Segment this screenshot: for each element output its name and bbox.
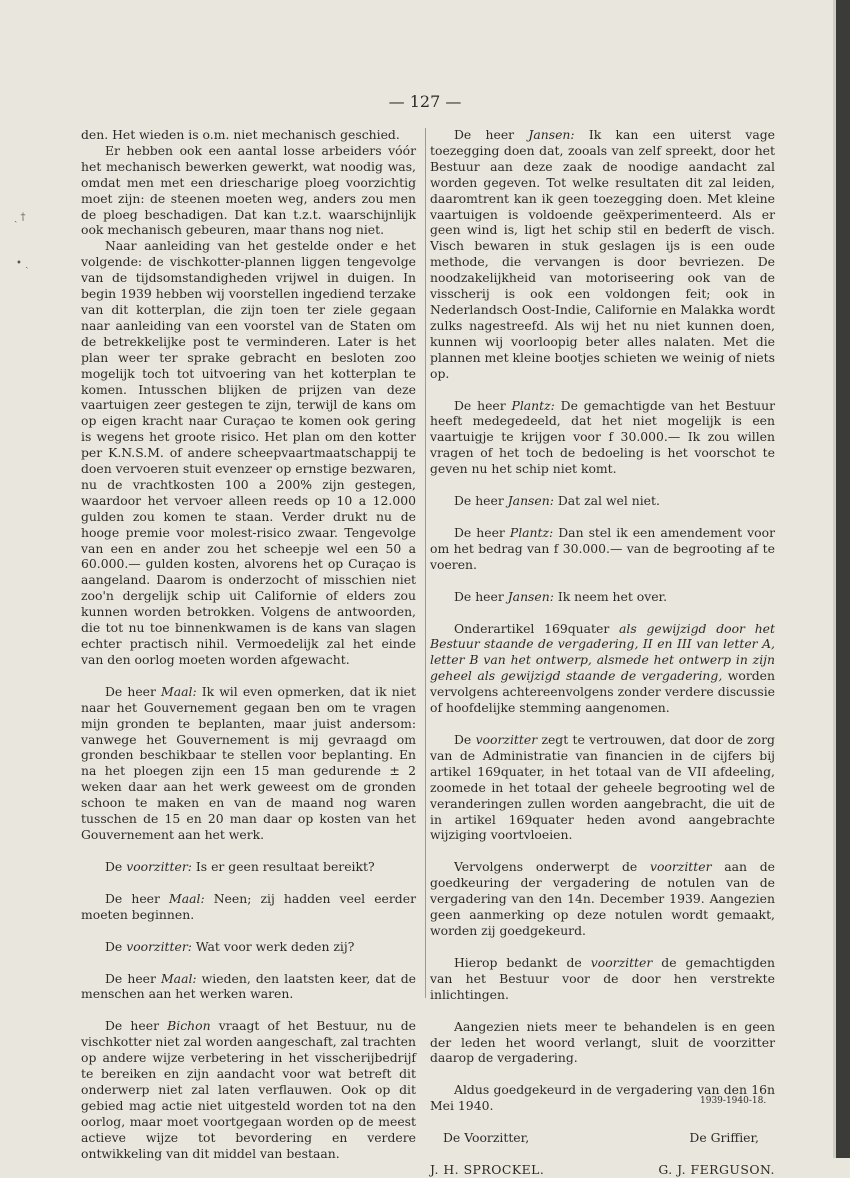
paragraph-motion	[430, 621, 775, 716]
speech-text: wieden, den laatsten keer, dat de menschen aan het werken waren.	[81, 970, 416, 1002]
paragraph: Er hebben ook een aantal losse arbeiders vóór het mechanisch bewerken gewerkt, wat noodig was, omdat men met een driescharige ploeg voorzichtig moet zijn: de steenen moeten weg, anders zou men de ploeg beschadigen. Dat kan t.z.t. waarschijnlijk ook mechanisch gebeuren, maar thans nog niet.	[81, 142, 416, 238]
speech-text: Dan stel ik een amendement voor om het bedrag van f 30.000.— van de begrooting af te voeren.	[430, 524, 775, 572]
paragraph	[430, 859, 775, 939]
speaker-prefix: De heer	[105, 890, 170, 906]
speech-text: Is er geen resultaat bereikt?	[191, 858, 375, 874]
speaker-prefix: De heer	[454, 588, 508, 604]
paragraph-speech	[430, 493, 775, 509]
speaker-name: Bichon	[167, 1018, 211, 1034]
speech-text: Wat voor werk deden zij?	[191, 938, 355, 954]
paragraph: Naar aanleiding van het gestelde onder e het volgende: de vischkotter-plannen liggen tengevolge van de tijdsomstandigheden vrijwel in duigen. In begin 1939 hebben wij voorstellen ingediend terzake van dit kotterplan, die zijn toen ter ziele gegaan naar aanleiding van een voorstel van de Staten om de betrekkelijke post te verminderen. Later is het plan weer ter sprake gebracht en besloten zoo mogelijk toch tot uitvoering van het kotterplan te komen. Intusschen blijken de prijzen van deze vaartuigen zeer gestegen te zijn, terwijl de kans om op eigen kracht naar Curaçao te komen ook gering is wegens het groote risico. Het plan om den kotter per K.N.S.M. of andere scheepvaartmaatschappij te doen vervoeren stuit evenzeer op ernstige bezwaren, nu de vrachtkosten 100 a 200% zijn gestegen, waardoor het vervoer alleen reeds op 10 a 12.000 gulden zou komen te staan. Verder drukt nu de hooge premie voor molest-risico zwaar. Tengevolge van een en ander zou het scheepje wel een 50 a 60.000.— gulden kosten, alvorens het op Curaçao is aangeland. Daarom is onderzocht of misschien niet zoo'n dergelijk schip uit Californie of elders zou kunnen worden betrokken. Volgens de antwoorden, die tot nu toe binnenkwamen is de kans van slagen echter practisch nihil. Vermoedelijk zal het einde van den oorlog moeten worden afgewacht.	[81, 238, 416, 667]
speaker-prefix: De heer	[454, 127, 529, 142]
speech-text: vraagt of het Bestuur, nu de vischkotter niet zal worden aangeschaft, zal trachten op andere wijze verbetering in het visscherijbedrijf te bereiken en zijn aandacht voor wat betreft dit onderwerp niet zal laten verflauwen. Ook op dit gebied mag actie niet uitgesteld worden tot na den oorlog, maar moet voortgegaan worden op de meest actieve wijze tot bevordering en verdere ontwikkeling van dit middel van bestaan.	[81, 1018, 416, 1161]
speaker-name: Maal:	[169, 890, 205, 906]
speech-text: Neen; zij hadden veel eerder moeten beginnen.	[81, 890, 416, 922]
paragraph-speech	[430, 525, 775, 573]
text-body: zegt te vertrouwen, dat door de zorg van de Administratie van financien in de cijfers bij artikel 169quater, in het totaal van de VII afdeeling, zoomede in het totaal der geheele begrooting wel de veranderingen zullen worden aangebracht, die uit de in artikel 169quater heden avond aangebrachte wijziging voortvloeien.	[430, 732, 775, 843]
text-body: de gemachtigden van het Bestuur voor de door hen verstrekte inlichtingen.	[430, 954, 775, 1002]
paragraph-speech	[430, 127, 775, 382]
speaker-name: voorzitter	[590, 954, 653, 970]
speaker-prefix: De	[105, 938, 127, 954]
left-column	[81, 127, 416, 1161]
speaker-name: Jansen:	[528, 127, 575, 142]
paragraph-speech	[81, 859, 416, 875]
footer-code: 1939-1940-18.	[700, 1096, 767, 1106]
paragraph-speech	[81, 971, 416, 1003]
speaker-prefix: De heer	[454, 493, 508, 509]
signature-titles	[430, 1130, 775, 1146]
motion-text: worden vervolgens achtereenvolgens zonder verdere discussie of hoofdelijke stemming aangenomen.	[430, 668, 775, 716]
speaker-prefix: De heer	[454, 524, 510, 540]
text-body: aan de goedkeuring der vergadering de notulen van de vergadering van den 14n. December 1939. Aangezien geen aanmerking op deze notulen wordt gemaakt, worden zij goedgekeurd.	[430, 859, 775, 938]
paragraph-speech	[81, 684, 416, 843]
right-column	[430, 127, 775, 1178]
speech-text: Ik neem het over.	[553, 588, 668, 604]
speaker-name: Jansen:	[507, 493, 554, 509]
margin-mark: ˎ †	[14, 212, 26, 223]
speaker-name: Jansen:	[507, 588, 554, 604]
speaker-name: Maal:	[161, 683, 197, 699]
speaker-name: Maal:	[161, 970, 197, 986]
text-prefix: Hierop bedankt de	[454, 954, 591, 970]
paragraph: den. Het wieden is o.m. niet mechanisch geschied.	[81, 127, 400, 142]
page-number: — 127 —	[388, 92, 462, 111]
speech-text: De gemachtigde van het Bestuur heeft medegedeeld, dat het niet mogelijk is een vaartuigje te krijgen voor f 30.000.— Ik zou willen vragen of het toch de bedoeling is het voorschot te geven nu het schip niet komt.	[430, 397, 775, 477]
speaker-name: voorzitter:	[126, 938, 192, 954]
speech-text: Ik kan een uiterst vage toezegging doen dat, zooals van zelf spreekt, door het Bestuur aan deze zaak de noodige aandacht zal worden gegeven. Tot welke resultaten dit zal leiden, daaromtrent kan ik geen toezegging doen. Met kleine vaartuigen is voldoende geëxperimenteerd. Als er geen wind is, ligt het schip stil en bederft de visch. Visch bewaren in stuk geslagen ijs is een oude methode, die vervangen is door bevriezen. De noodzakelijkheid van motoriseering ook van de visscherij is ook een voldongen feit; ook in Nederlandsch Oost-Indie, Californie en Malakka wordt zulks nagestreefd. Als wij het nu niet kunnen doen, kunnen wij voorloopig beter alles nalaten. Met die plannen met kleine bootjes schieten we weinig of niets op.	[430, 127, 775, 381]
signature-names	[430, 1162, 775, 1178]
speaker-prefix: De heer	[105, 683, 162, 699]
paragraph-speech	[81, 1018, 416, 1161]
motion-italic: als gewijzigd door het Bestuur staande de vergadering, II en III van letter A, letter B van het ontwerp, alsmede het ontwerp in zijn geheel als gewijzigd staande de vergadering,	[430, 620, 775, 684]
speech-text: Ik wil even opmerken, dat ik niet naar het Gouvernement gegaan ben om te vragen mijn gronden te beplanten, maar juist andersom: vanwege het Gouvernement is mij gevraagd om gronden beschikbaar te stellen voor beplanting. En na het ploegen zijn een 15 man gedurende ± 2 weken daar aan het werk geweest om de gronden schoon te maken en van de maand nog waren tusschen de 15 en 20 man daar op kosten van het Gouvernement aan het werk.	[81, 683, 416, 842]
speaker-name: voorzitter	[649, 859, 712, 875]
text-prefix: Vervolgens onderwerpt de	[454, 859, 650, 875]
signature-name-chair: J. H. SPROCKEL.	[430, 1162, 545, 1178]
column-divider	[425, 128, 426, 998]
speaker-name: voorzitter	[475, 732, 538, 747]
paragraph-speech	[81, 939, 416, 955]
speaker-name: Plantz:	[509, 524, 554, 540]
margin-mark: • ˎ	[16, 258, 29, 269]
paragraph-speech	[430, 589, 775, 605]
speaker-name: voorzitter:	[126, 858, 192, 874]
speaker-prefix: De heer	[105, 970, 161, 986]
speaker-name: Plantz:	[511, 397, 555, 413]
paragraph-approval: Aldus goedgekeurd in de vergadering van den 16n Mei 1940.	[430, 1082, 775, 1114]
signature-name-clerk: G. J. FERGUSON.	[658, 1162, 775, 1178]
motion-prefix: Onderartikel 169quater	[454, 620, 620, 636]
signature-title-chair: De Voorzitter,	[443, 1130, 530, 1146]
paragraph: Aangezien niets meer te behandelen is en geen der leden het woord verlangt, sluit de voorzitter daarop de vergadering.	[430, 1018, 775, 1066]
speech-text: Dat zal wel niet.	[553, 493, 660, 509]
paragraph	[430, 732, 775, 843]
speaker-prefix: De heer	[105, 1018, 168, 1034]
speaker-prefix: De	[105, 858, 127, 874]
paragraph-speech	[81, 891, 416, 923]
scan-edge-strip	[836, 0, 850, 1158]
text-prefix: De	[454, 732, 476, 747]
paragraph-speech	[430, 398, 775, 478]
signature-title-clerk: De Griffier,	[689, 1130, 759, 1146]
paragraph	[430, 955, 775, 1003]
speaker-prefix: De heer	[454, 397, 512, 413]
